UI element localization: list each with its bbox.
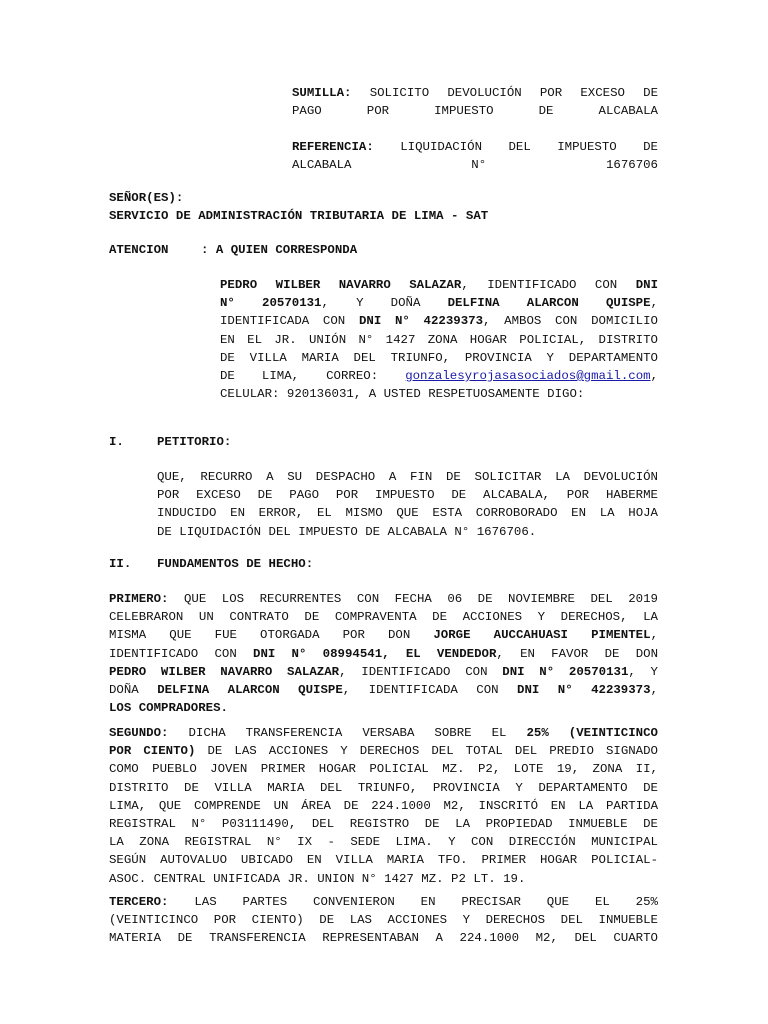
intro-line-2: N° 20570131, Y DOÑA DELFINA ALARCON QUISPE, [220,296,658,311]
section-1-numeral: I. [109,435,124,449]
section-2-heading [109,555,313,573]
tercero-line-2: (VEINTICINCO POR CIENTO) DE LAS ACCIONES Y DERECHOS DEL INMUEBLE [109,913,658,928]
atencion-row [109,241,669,259]
referencia-line-1: REFERENCIA: LIQUIDACIÓN DEL IMPUESTO DE [292,140,658,154]
section-1-heading [109,433,231,451]
intro-line-1: PEDRO WILBER NAVARRO SALAZAR, IDENTIFICADO CON DNI [220,278,659,292]
petitorio-line-2: POR EXCESO DE PAGO POR IMPUESTO DE ALCABALA, POR HABERME [157,488,658,503]
section-1-title: PETITORIO: [157,435,232,449]
primero-line-3: MISMA QUE FUE OTORGADA POR DON JORGE AUCCAHUASI PIMENTEL, [109,628,658,643]
section-2-title: FUNDAMENTOS DE HECHO: [157,557,314,571]
intro-paragraph [220,276,658,403]
referencia-label: REFERENCIA: [292,140,374,154]
primero-paragraph [109,590,658,717]
intro-line-3: IDENTIFICADA CON DNI N° 42239373, AMBOS CON DOMICILIO [220,314,658,329]
addressee-line-2: SERVICIO DE ADMINISTRACIÓN TRIBUTARIA DE LIMA - SAT [109,209,489,224]
primero-line-5: PEDRO WILBER NAVARRO SALAZAR, IDENTIFICADO CON DNI N° 20570131, Y [109,664,658,679]
sumilla-line-2: PAGO POR IMPUESTO DE ALCABALA [292,104,658,119]
petitorio-line-1: QUE, RECURRO A SU DESPACHO A FIN DE SOLICITAR LA DEVOLUCIÓN [157,470,658,484]
intro-line-6: DE LIMA, CORREO: gonzalesyrojasasociados@gmail.com, [220,369,658,384]
atencion-value: : A QUIEN CORRESPONDA [201,243,358,257]
email-link[interactable]: gonzalesyrojasasociados@gmail.com [405,369,651,384]
petitorio-paragraph [157,468,658,541]
referencia-line-2: ALCABALA N° 1676706 [292,158,658,173]
section-2-numeral: II. [109,557,132,571]
sumilla-label: SUMILLA: [292,86,352,100]
primero-line-7: LOS COMPRADORES. [109,701,228,716]
intro-line-4: EN EL JR. UNIÓN N° 1427 ZONA HOGAR POLICIAL, DISTRITO [220,332,658,347]
segundo-line-2: POR CIENTO) DE LAS ACCIONES Y DERECHOS DEL TOTAL DEL PREDIO SIGNADO [109,744,658,759]
segundo-line-6: REGISTRAL N° P03111490, DEL REGISTRO DE LA PROPIEDAD INMUEBLE DE [109,817,658,832]
segundo-line-3: COMO PUEBLO JOVEN PRIMER HOGAR POLICIAL MZ. P2, LOTE 19, ZONA II, [109,762,658,777]
addressee-block [109,189,488,225]
segundo-line-1: SEGUNDO: DICHA TRANSFERENCIA VERSABA SOBRE EL 25% (VEINTICINCO [109,726,658,740]
segundo-line-5: LIMA, QUE COMPRENDE UN ÁREA DE 224.1000 M2, INSCRITÓ EN LA PARTIDA [109,798,658,813]
tercero-line-1: TERCERO: LAS PARTES CONVENIERON EN PRECISAR QUE EL 25% [109,895,658,909]
petitorio-line-3: INDUCIDO EN ERROR, EL MISMO QUE ESTA CORROBORADO EN LA HOJA [157,506,658,521]
primero-line-1: PRIMERO: QUE LOS RECURRENTES CON FECHA 06 DE NOVIEMBRE DEL 2019 [109,592,658,606]
tercero-line-3: MATERIA DE TRANSFERENCIA REPRESENTABAN A 224.1000 M2, DEL CUARTO [109,931,658,946]
atencion-label: ATENCION [109,243,169,257]
sumilla-line-1: SUMILLA: SOLICITO DEVOLUCIÓN POR EXCESO DE [292,86,659,100]
addressee-line-1: SEÑOR(ES): [109,191,184,205]
referencia-block [292,138,658,174]
segundo-line-9: ASOC. CENTRAL UNIFICADA JR. UNION N° 1427 MZ. P2 LT. 19. [109,871,526,886]
intro-line-7: CELULAR: 920136031, A USTED RESPETUOSAMENTE DIGO: [220,387,585,402]
intro-line-5: DE VILLA MARIA DEL TRIUNFO, PROVINCIA Y DEPARTAMENTO [220,350,658,365]
segundo-line-4: DISTRITO DE VILLA MARIA DEL TRIUNFO, PROVINCIA Y DEPARTAMENTO DE [109,780,658,795]
primero-line-6: DOÑA DELFINA ALARCON QUISPE, IDENTIFICADA CON DNI N° 42239373, [109,683,658,698]
primero-line-2: CELEBRARON UN CONTRATO DE COMPRAVENTA DE ACCIONES Y DERECHOS, LA [109,610,658,625]
segundo-paragraph [109,724,658,888]
petitorio-line-4: DE LIQUIDACIÓN DEL IMPUESTO DE ALCABALA N° 1676706. [157,524,537,539]
tercero-paragraph [109,893,658,948]
sumilla-block [292,84,658,120]
segundo-line-7: LA ZONA REGISTRAL N° IX - SEDE LIMA. Y CON DIRECCIÓN MUNICIPAL [109,835,658,850]
segundo-line-8: SEGÚN AUTOVALUO UBICADO EN VILLA MARIA TFO. PRIMER HOGAR POLICIAL- [109,853,658,868]
primero-line-4: IDENTIFICADO CON DNI N° 08994541, EL VENDEDOR, EN FAVOR DE DON [109,646,659,661]
